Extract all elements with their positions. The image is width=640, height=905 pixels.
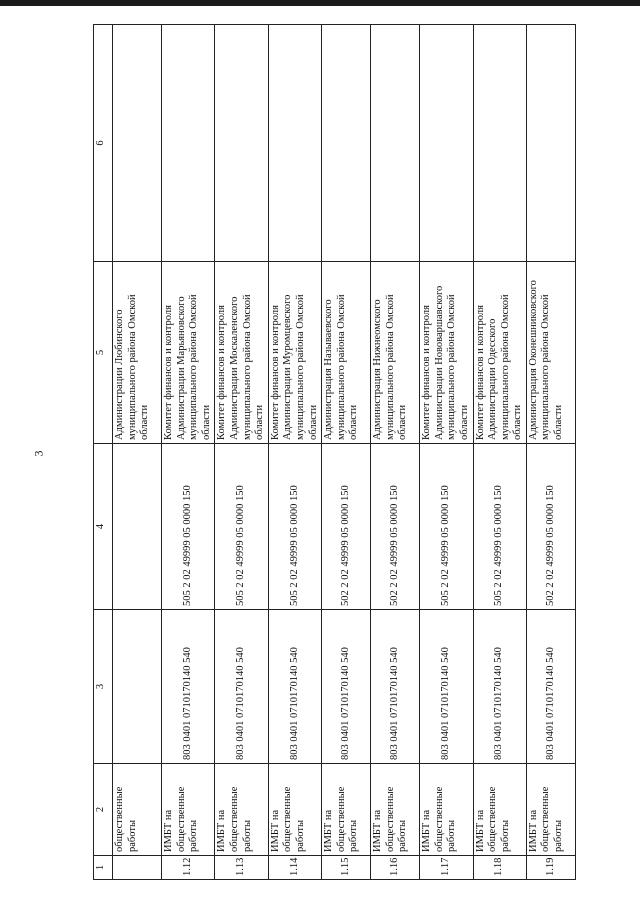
budget-code-cell: 803 0401 0710170140 540	[526, 610, 575, 764]
column-6-cell	[268, 25, 321, 262]
revenue-code-cell: 502 2 02 49999 05 0000 150	[371, 444, 420, 610]
row-number-cell: 1.17	[420, 856, 473, 880]
header-cell: 4	[94, 444, 113, 610]
budget-code-cell: 803 0401 0710170140 540	[322, 610, 371, 764]
budget-code-cell: 803 0401 0710170140 540	[371, 610, 420, 764]
header-cell: 3	[94, 610, 113, 764]
table-row	[215, 25, 268, 880]
revenue-code-cell: 505 2 02 49999 05 0000 150	[215, 444, 268, 610]
row-number-cell: 1.16	[371, 856, 420, 880]
table-row	[322, 25, 371, 880]
revenue-code-cell: 505 2 02 49999 05 0000 150	[268, 444, 321, 610]
item-name-cell: общественные работы	[113, 764, 162, 856]
item-name-cell: ИМБТ на общественные работы	[420, 764, 473, 856]
item-name-cell: ИМБТ на общественные работы	[473, 764, 526, 856]
column-6-cell	[473, 25, 526, 262]
column-6-cell	[113, 25, 162, 262]
budget-code-cell: 803 0401 0710170140 540	[268, 610, 321, 764]
revenue-code-cell: 505 2 02 49999 05 0000 150	[162, 444, 215, 610]
item-name-cell: ИМБТ на общественные работы	[215, 764, 268, 856]
budget-code-cell: 803 0401 0710170140 540	[420, 610, 473, 764]
table-row	[162, 25, 215, 880]
header-cell: 1	[94, 856, 113, 880]
column-6-cell	[371, 25, 420, 262]
budget-code-cell: 803 0401 0710170140 540	[162, 610, 215, 764]
row-number-cell: 1.18	[473, 856, 526, 880]
revenue-code-cell: 505 2 02 49999 05 0000 150	[473, 444, 526, 610]
recipient-cell: Администрация Нижнеомского муниципального района Омской области	[371, 262, 420, 444]
header-cell: 5	[94, 262, 113, 444]
row-number-cell: 1.15	[322, 856, 371, 880]
recipient-cell: Комитет финансов и контроля Администрации Муромцевского муниципального района Омской области	[268, 262, 321, 444]
revenue-code-cell: 502 2 02 49999 05 0000 150	[322, 444, 371, 610]
row-number-cell: 1.14	[268, 856, 321, 880]
recipient-cell: Комитет финансов и контроля Администрации Марьяновского муниципального района Омской области	[162, 262, 215, 444]
row-number-cell: 1.13	[215, 856, 268, 880]
recipient-cell: Комитет финансов и контроля Администрации Москаленского муниципального района Омской области	[215, 262, 268, 444]
recipient-cell: Комитет финансов и контроля Администрации Одесского муниципального района Омской области	[473, 262, 526, 444]
header-row	[94, 25, 113, 880]
row-number-cell: 1.12	[162, 856, 215, 880]
budget-code-cell: 803 0401 0710170140 540	[215, 610, 268, 764]
revenue-code-cell: 505 2 02 49999 05 0000 150	[420, 444, 473, 610]
item-name-cell: ИМБТ на общественные работы	[268, 764, 321, 856]
column-6-cell	[526, 25, 575, 262]
budget-code-cell	[113, 610, 162, 764]
rotated-table-frame	[93, 25, 573, 880]
column-6-cell	[420, 25, 473, 262]
header-cell: 6	[94, 25, 113, 262]
item-name-cell: ИМБТ на общественные работы	[162, 764, 215, 856]
page-number: 3	[31, 450, 46, 457]
row-number-cell	[113, 856, 162, 880]
table-row	[420, 25, 473, 880]
table-row	[371, 25, 420, 880]
column-6-cell	[322, 25, 371, 262]
header-cell: 2	[94, 764, 113, 856]
recipient-cell: Администрация Называевского муниципального района Омской области	[322, 262, 371, 444]
item-name-cell: ИМБТ на общественные работы	[371, 764, 420, 856]
budget-code-cell: 803 0401 0710170140 540	[473, 610, 526, 764]
recipient-cell: Комитет финансов и контроля Администрации Нововаршавского муниципального района Омской области	[420, 262, 473, 444]
row-number-cell: 1.19	[526, 856, 575, 880]
column-6-cell	[162, 25, 215, 262]
revenue-code-cell: 502 2 02 49999 05 0000 150	[526, 444, 575, 610]
column-6-cell	[215, 25, 268, 262]
scan-top-edge	[0, 0, 640, 6]
recipient-cell: Администрации Любинского муниципального района Омской области	[113, 262, 162, 444]
table-row	[268, 25, 321, 880]
table-row	[113, 25, 162, 880]
item-name-cell: ИМБТ на общественные работы	[526, 764, 575, 856]
allocation-table	[93, 24, 576, 880]
revenue-code-cell	[113, 444, 162, 610]
table-row	[473, 25, 526, 880]
recipient-cell: Администрация Оконешниковского муниципального района Омской области	[526, 262, 575, 444]
item-name-cell: ИМБТ на общественные работы	[322, 764, 371, 856]
table-row	[526, 25, 575, 880]
